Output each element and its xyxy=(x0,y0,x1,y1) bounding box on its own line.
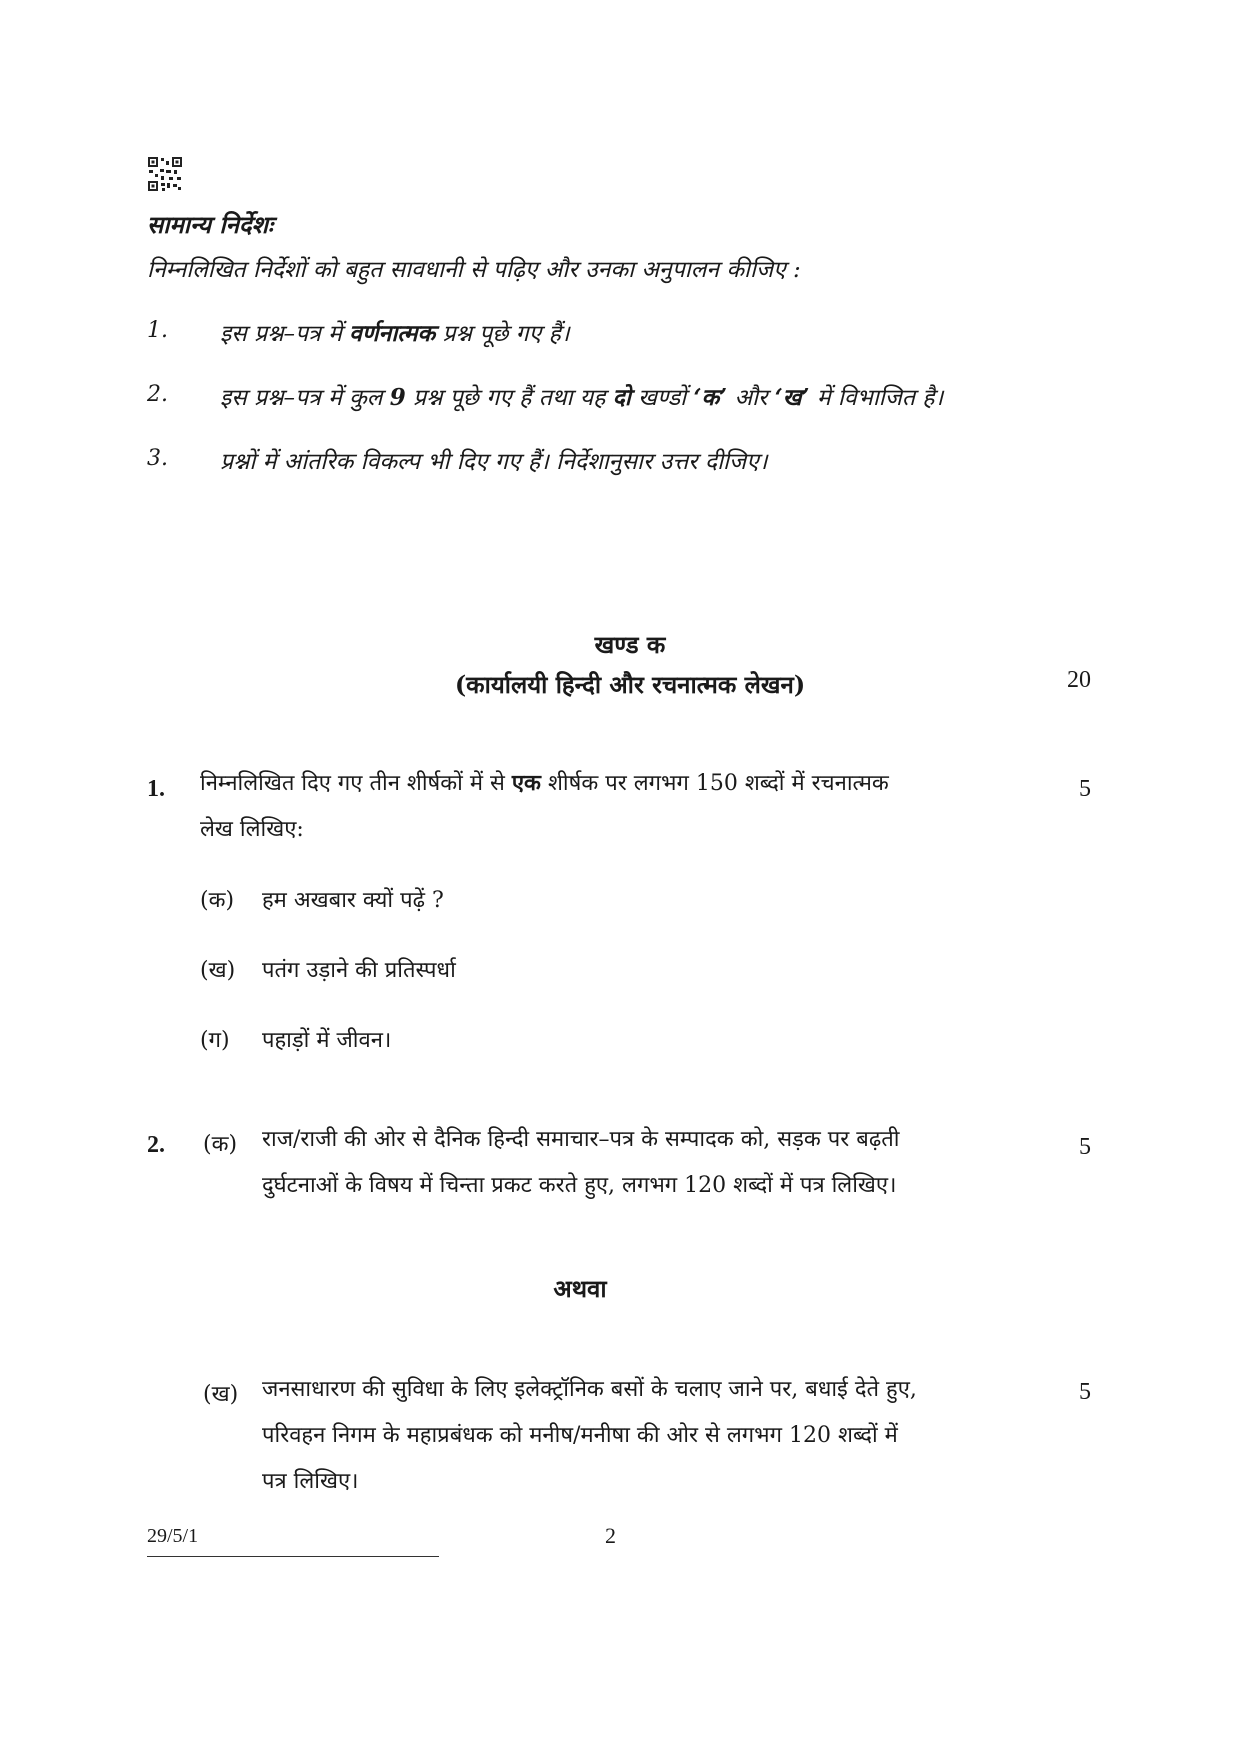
question-number: 1. xyxy=(147,776,165,802)
paper-code: 29/5/1 xyxy=(147,1525,199,1547)
footer-rule xyxy=(147,1556,439,1557)
general-instructions-title: सामान्य निर्देशः xyxy=(147,210,273,239)
question-text xyxy=(262,1117,1002,1209)
question-marks: 5 xyxy=(1079,776,1091,802)
question-line: निम्नलिखित दिए गए तीन शीर्षकों में से एक शीर्षक पर लगभग 150 शब्दों में रचनात्मक xyxy=(200,770,889,796)
page-number: 2 xyxy=(605,1523,616,1548)
option-text: पहाड़ों में जीवन। xyxy=(262,1028,392,1053)
question-text xyxy=(262,1367,1002,1505)
general-instructions-intro: निम्नलिखित निर्देशों को बहुत सावधानी से पढ़िए और उनका अनुपालन कीजिए : xyxy=(147,257,801,283)
option-label: (ख) xyxy=(203,1382,239,1407)
instruction-number: 2. xyxy=(147,382,168,407)
section-marks: 20 xyxy=(1067,667,1091,693)
question-text xyxy=(200,760,1000,853)
option-text: पतंग उड़ाने की प्रतिस्पर्धा xyxy=(262,958,456,983)
question-line: दुर्घटनाओं के विषय में चिन्ता प्रकट करते हुए, लगभग 120 शब्दों में पत्र लिखिए। xyxy=(262,1173,897,1198)
qr-code-icon xyxy=(147,156,183,192)
section-subtitle: (कार्यालयी हिन्दी और रचनात्मक लेखन) xyxy=(454,670,806,699)
instruction-number: 1. xyxy=(147,318,168,343)
option-text: हम अखबार क्यों पढ़ें ? xyxy=(262,888,444,913)
question-line: जनसाधारण की सुविधा के लिए इलेक्ट्रॉनिक बसों के चलाए जाने पर, बधाई देते हुए, xyxy=(262,1377,917,1402)
question-marks: 5 xyxy=(1079,1134,1091,1160)
instruction-item: प्रश्नों में आंतरिक विकल्प भी दिए गए हैं। निर्देशानुसार उत्तर दीजिए। xyxy=(220,449,768,475)
question-line: पत्र लिखिए। xyxy=(262,1469,359,1494)
option-label: (क) xyxy=(200,888,235,913)
question-line: राज/राजी की ओर से दैनिक हिन्दी समाचार–पत्र के सम्पादक को, सड़क पर बढ़ती xyxy=(262,1127,900,1152)
question-line: परिवहन निगम के महाप्रबंधक को मनीष/मनीषा की ओर से लगभग 120 शब्दों में xyxy=(262,1423,898,1448)
section-title: खण्ड क xyxy=(594,630,666,659)
instruction-number: 3. xyxy=(147,446,168,471)
option-label: (ख) xyxy=(200,958,236,983)
question-number: 2. xyxy=(147,1132,165,1158)
option-label: (ग) xyxy=(200,1028,230,1053)
or-divider: अथवा xyxy=(553,1274,607,1303)
option-label: (क) xyxy=(203,1132,238,1157)
instruction-item: इस प्रश्न–पत्र में वर्णनात्मक प्रश्न पूछे गए हैं। xyxy=(220,320,570,347)
question-line: लेख लिखिए: xyxy=(200,817,304,842)
instruction-item: इस प्रश्न–पत्र में कुल 9 प्रश्न पूछे गए हैं तथा यह दो खण्डों ‘क’ और ‘ख’ में विभाजित है। xyxy=(220,384,944,411)
question-marks: 5 xyxy=(1079,1379,1091,1405)
